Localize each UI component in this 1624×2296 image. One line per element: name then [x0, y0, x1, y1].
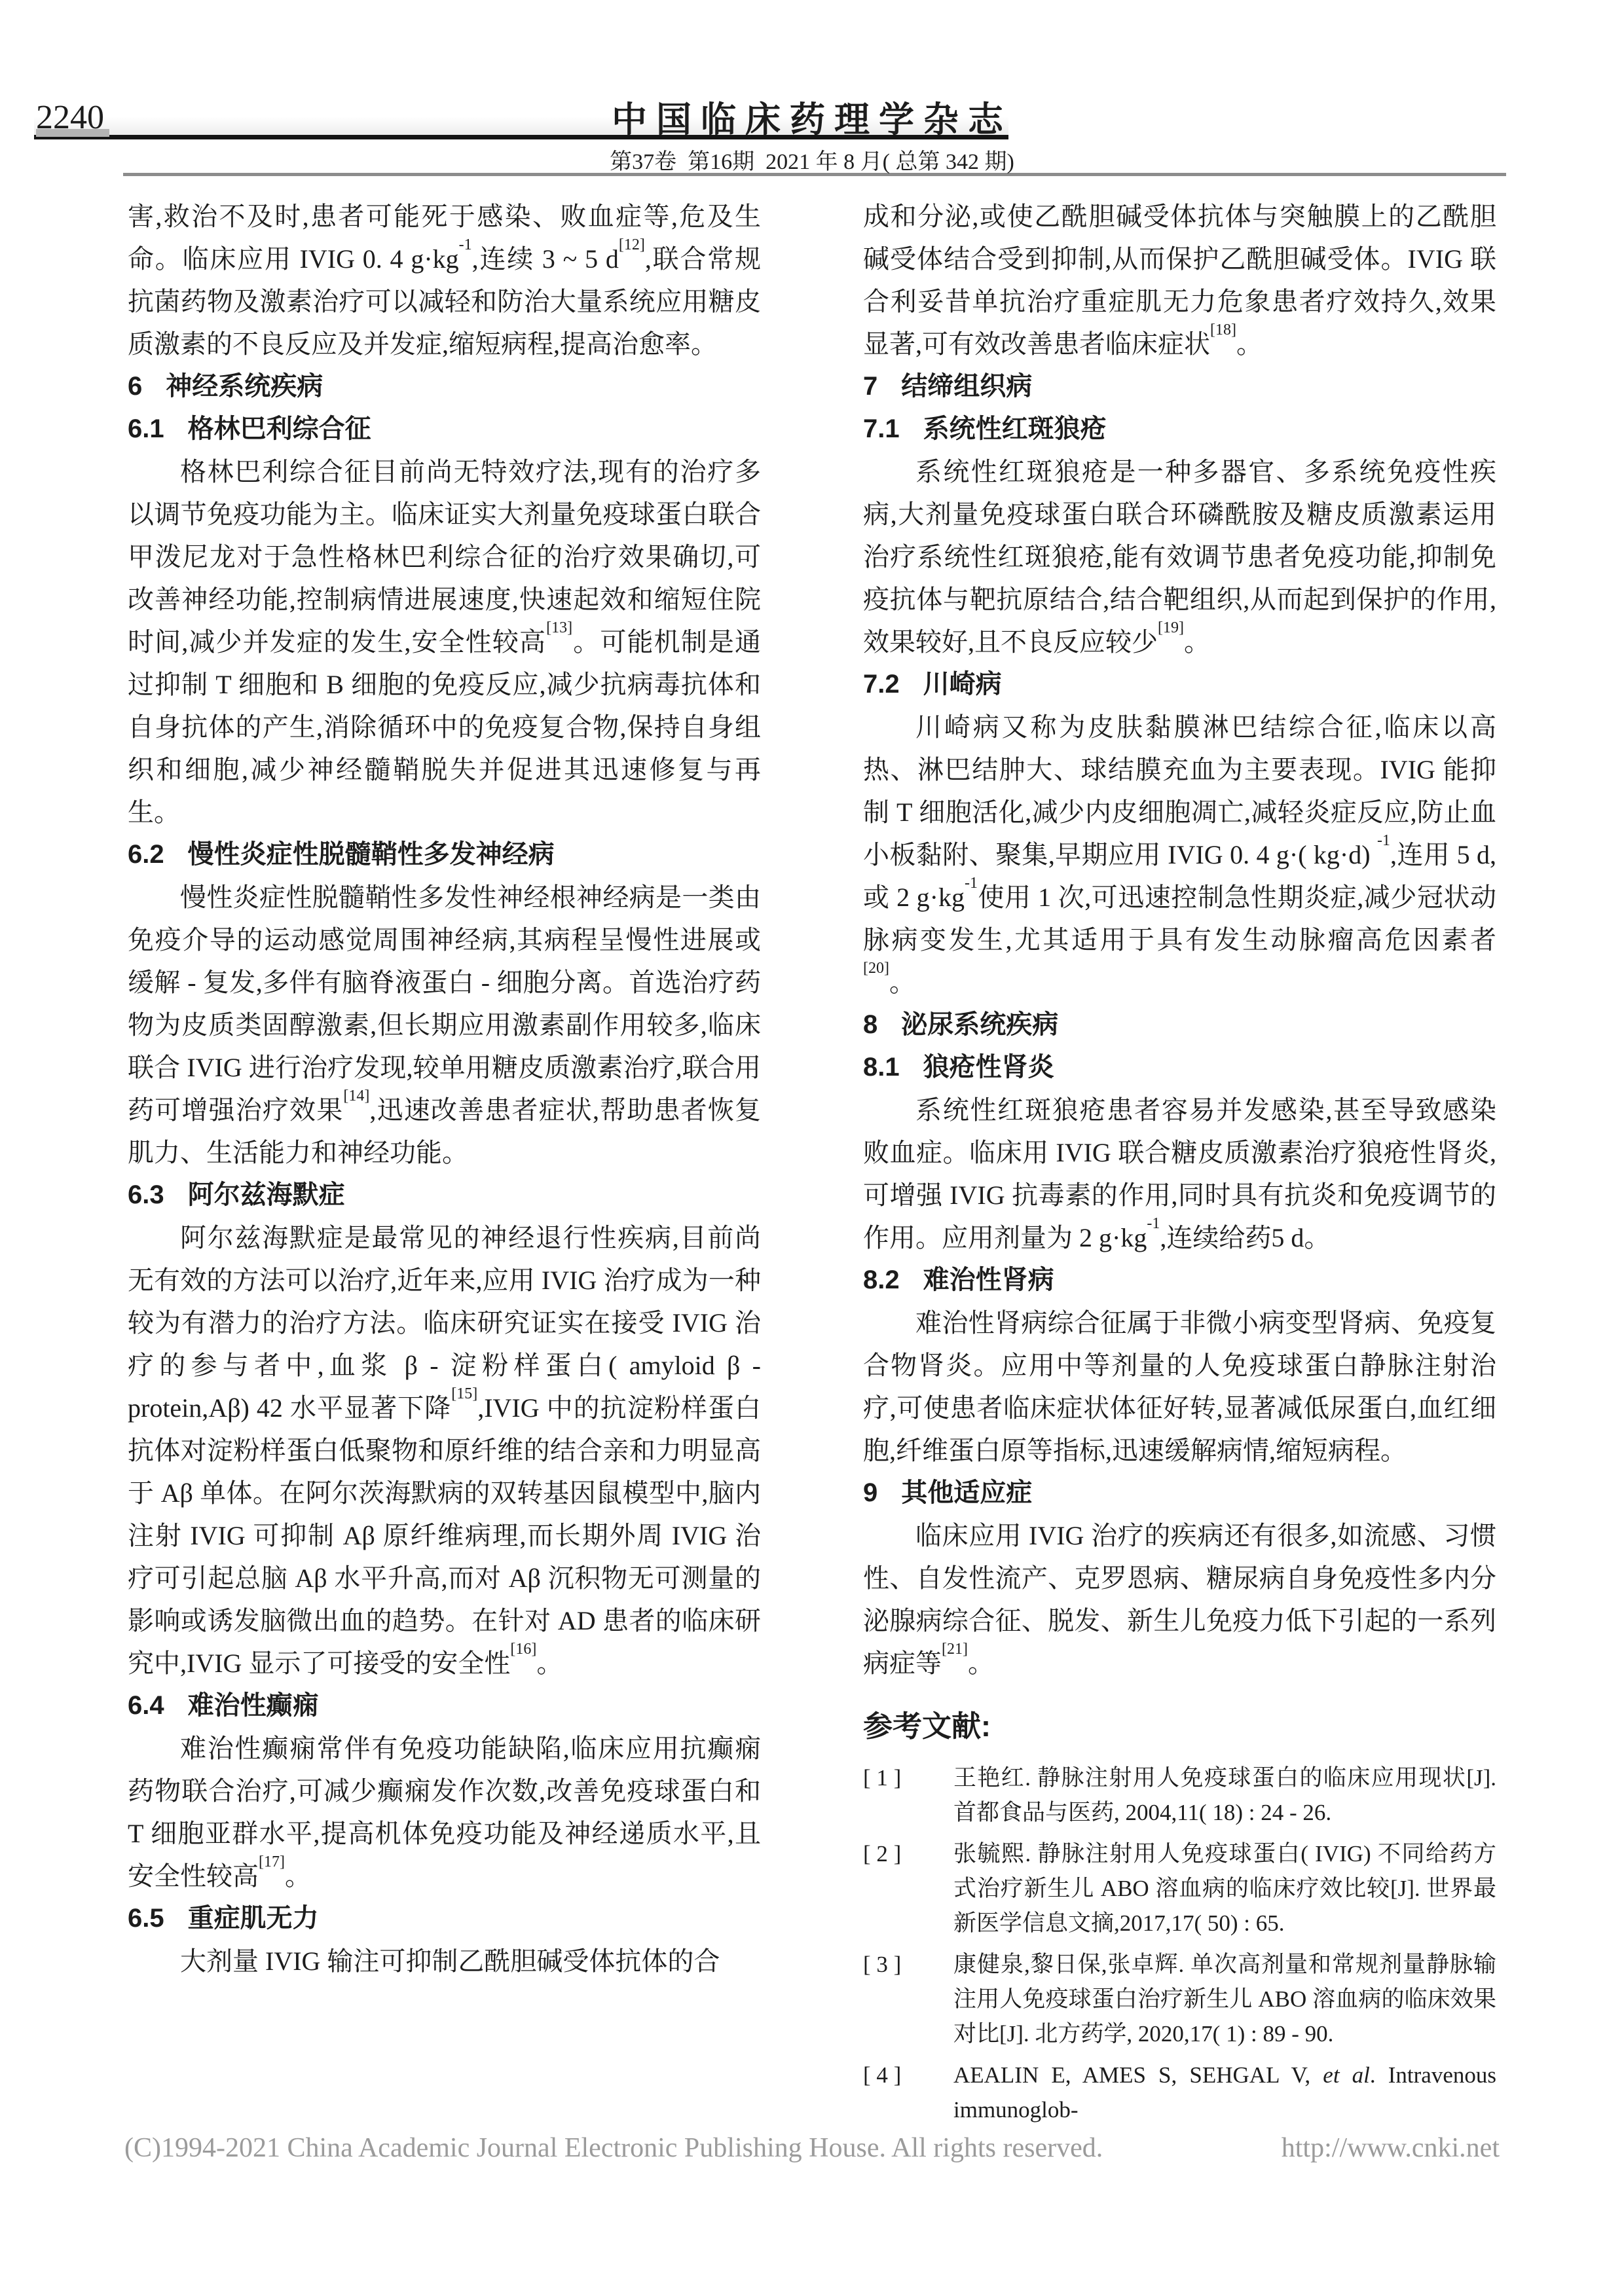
citation-superscript: [21] [942, 1641, 968, 1658]
section-heading [863, 1259, 1496, 1302]
paragraph: 格林巴利综合征目前尚无特效疗法,现有的治疗多以调节免疫功能为主。临床证实大剂量免疫球蛋白联合甲泼尼龙对于急性格林巴利综合征的治疗效果确切,可改善神经功能,控制病情进展速度,快速起效和缩短住院时间,减少并发症的发生,安全性较高[13]。可能机制是通过抑制 T 细胞和 B 细胞的免疫反应,减少抗病毒抗体和自身抗体的产生,消除循环中的免疫复合物,保持自身组织和细胞,减少神经髓鞘脱失并促进其迅速修复与再生。 [128, 457, 762, 827]
citation-superscript: [13] [546, 619, 573, 637]
section-number: 7.2 [863, 670, 900, 699]
section-number: 8.1 [863, 1053, 900, 1082]
section-number: 6.4 [128, 1691, 164, 1720]
section-heading [863, 365, 1496, 408]
section-title: 慢性炎症性脱髓鞘性多发神经病 [187, 840, 555, 869]
journal-title: 中国临床药理学杂志 [612, 100, 1012, 139]
section-heading [128, 408, 761, 450]
paragraph: 临床应用 IVIG 治疗的疾病还有很多,如流感、习惯性、自发性流产、克罗恩病、糖尿病自身免疫性多内分泌腺病综合征、脱发、新生儿免疫力低下引起的一系列病症等[21]。 [863, 1521, 1496, 1678]
reference-number: [ 4 ] [863, 2062, 902, 2088]
reference-item [863, 2058, 1496, 2127]
paragraph: 难治性肾病综合征属于非微小病变型肾病、免疫复合物肾炎。应用中等剂量的人免疫球蛋白静脉注射治疗,可使患者临床症状体征好转,显著减低尿蛋白,血红细胞,纤维蛋白原等指标,迅速缓解病情,缩短病程。 [863, 1308, 1496, 1465]
cnki-url: http://www.cnki.net [1281, 2133, 1500, 2163]
right-column [863, 195, 1496, 2134]
citation-superscript: [15] [451, 1385, 478, 1403]
reference-number: [ 2 ] [863, 1841, 902, 1867]
reference-item [863, 1947, 1496, 2051]
paragraph: 系统性红斑狼疮是一种多器官、多系统免疫性疾病,大剂量免疫球蛋白联合环磷酰胺及糖皮质激素运用治疗系统性红斑狼疮,能有效调节患者免疫功能,抑制免疫抗体与靶抗原结合,结合靶组织,从而起到保护的作用,效果较好,且不良反应较少[19]。 [863, 457, 1496, 657]
section-heading [863, 1472, 1496, 1514]
references-heading: 参考文献: [863, 1709, 991, 1743]
section-number: 6.2 [128, 840, 164, 869]
section-title: 神经系统疾病 [166, 372, 323, 401]
paragraph: 成和分泌,或使乙酰胆碱受体抗体与突触膜上的乙酰胆碱受体结合受到抑制,从而保护乙酰胆碱受体。IVIG 联合利妥昔单抗治疗重症肌无力危象患者疗效持久,效果显著,可有效改善患者临床症状[18]。 [863, 202, 1496, 359]
reference-text: 王艳红. 静脉注射用人免疫球蛋白的临床应用现状[J]. 首都食品与医药, 2004,11( 18) : 24 - 26. [953, 1765, 1496, 1825]
reference-text: 康健泉,黎日保,张卓辉. 单次高剂量和常规剂量静脉输注用人免疫球蛋白治疗新生儿 ABO 溶血病的临床效果对比[J]. 北方药学, 2020,17( 1) : 89 - 90. [953, 1952, 1496, 2047]
section-number: 7 [863, 372, 878, 401]
citation-superscript: -1 [1376, 832, 1390, 850]
section-title: 系统性红斑狼疮 [923, 414, 1107, 443]
article-body [128, 195, 1496, 2134]
paragraph: 害,救治不及时,患者可能死于感染、败血症等,危及生命。临床应用 IVIG 0. 4 g·kg$^{-1}$,连续 3 ~ 5 d[12],联合常规抗菌药物及激素治疗可以减轻和防治大量系统应用糖皮质激素的不良反应及并发症,缩短病程,提高治愈率。 [128, 202, 762, 359]
reference-item [863, 1836, 1496, 1941]
reference-text: AEALIN E, AMES S, SEHGAL V, et al. Intravenous immunoglob- [953, 2062, 1496, 2123]
italic-text: et al [1323, 2062, 1370, 2088]
reference-number: [ 3 ] [863, 1952, 902, 1977]
paragraph: 阿尔兹海默症是最常见的神经退行性疾病,目前尚无有效的方法可以治疗,近年来,应用 IVIG 治疗成为一种较为有潜力的治疗方法。临床研究证实在接受 IVIG 治疗的参与者中,血浆 β - 淀粉样蛋白( amyloid β - protein,Aβ) 42 水平显著下降[15],IVIG 中的抗淀粉样蛋白抗体对淀粉样蛋白低聚物和原纤维的结合亲和力明显高于 Aβ 单体。在阿尔茨海默病的双转基因鼠模型中,脑内注射 IVIG 可抑制 Aβ 原纤维病理,而长期外周 IVIG 治疗可引起总脑 Aβ 水平升高,而对 Aβ 沉积物无可测量的影响或诱发脑微出血的趋势。在针对 AD 患者的临床研究中,IVIG 显示了可接受的安全性[16]。 [128, 1223, 761, 1678]
paragraph: 难治性癫痫常伴有免疫功能缺陷,临床应用抗癫痫药物联合治疗,可减少癫痫发作次数,改善免疫球蛋白和 T 细胞亚群水平,提高机体免疫功能及神经递质水平,且安全性较高[17]。 [128, 1734, 761, 1891]
section-heading [863, 408, 1496, 450]
section-heading [128, 1897, 761, 1940]
citation-superscript: [18] [1210, 321, 1236, 339]
section-heading [863, 1046, 1496, 1089]
section-title: 格林巴利综合征 [187, 414, 371, 443]
citation-superscript: [19] [1158, 619, 1184, 637]
paragraph: 慢性炎症性脱髓鞘性多发性神经根神经病是一类由免疫介导的运动感觉周围神经病,其病程呈慢性进展或缓解 - 复发,多伴有脑脊液蛋白 - 细胞分离。首选治疗药物为皮质类固醇激素,但长期应用激素副作用较多,临床联合 IVIG 进行治疗发现,较单用糖皮质激素治疗,联合用药可增强治疗效果[14],迅速改善患者症状,帮助患者恢复肌力、生活能力和神经功能。 [128, 883, 762, 1167]
page-footer [124, 2132, 1500, 2164]
citation-superscript: [16] [510, 1641, 537, 1658]
reference-text: 张毓熙. 静脉注射用人免疫球蛋白( IVIG) 不同给药方式治疗新生儿 ABO 溶血病的临床疗效比较[J]. 世界最新医学信息文摘,2017,17( 50) : 65. [953, 1841, 1496, 1936]
section-title: 重症肌无力 [187, 1904, 319, 1933]
section-title: 泌尿系统疾病 [901, 1010, 1059, 1039]
paragraph: 川崎病又称为皮肤黏膜淋巴结综合征,临床以高热、淋巴结肿大、球结膜充血为主要表现。IVIG 能抑制 T 细胞活化,减少内皮细胞凋亡,减轻炎症反应,防止血小板黏附、聚集,早期应用 IVIG 0. 4 g·( kg·d) $^{-1}$,连用 5 d,或 2 g·kg$^{-1}$使用 1 次,可迅速控制急性期炎症,减少冠状动脉病变发生,尤其适用于具有发生动脉瘤高危因素者[20]。 [863, 712, 1497, 997]
left-column [128, 195, 761, 2134]
section-title: 狼疮性肾炎 [923, 1053, 1054, 1082]
section-number: 8.2 [863, 1266, 900, 1294]
section-heading [128, 365, 761, 408]
citation-superscript: -1 [1147, 1215, 1160, 1233]
issue-line: 第37卷 第16期 2021 年 8 月( 总第 342 期) [610, 150, 1014, 174]
section-heading [128, 1174, 761, 1216]
section-heading [863, 1004, 1496, 1046]
citation-superscript: [14] [343, 1087, 370, 1105]
citation-superscript: -1 [964, 875, 978, 892]
citation-superscript: [12] [618, 236, 645, 254]
page-number: 2240 [36, 99, 104, 136]
paragraph: 大剂量 IVIG 输注可抑制乙酰胆碱受体抗体的合 [180, 1946, 720, 1976]
citation-superscript: [17] [259, 1853, 285, 1871]
section-title: 川崎病 [923, 670, 1002, 699]
section-heading [128, 1685, 761, 1727]
section-number: 9 [863, 1478, 878, 1507]
citation-superscript: [20] [863, 960, 889, 977]
section-number: 6 [128, 372, 143, 401]
section-title: 阿尔兹海默症 [187, 1180, 345, 1209]
section-title: 其他适应症 [901, 1478, 1033, 1507]
section-title: 难治性肾病 [923, 1266, 1054, 1294]
reference-number: [ 1 ] [863, 1765, 902, 1791]
section-heading [863, 663, 1496, 706]
section-number: 7.1 [863, 414, 900, 443]
section-number: 6.1 [128, 414, 164, 443]
section-title: 难治性癫痫 [187, 1691, 319, 1720]
section-number: 6.3 [128, 1180, 164, 1209]
citation-superscript: -1 [458, 236, 472, 254]
section-heading [128, 833, 761, 876]
section-title: 结缔组织病 [901, 372, 1033, 401]
section-number: 8 [863, 1010, 878, 1039]
reference-item [863, 1760, 1496, 1830]
paragraph: 系统性红斑狼疮患者容易并发感染,甚至导致感染败血症。临床用 IVIG 联合糖皮质激素治疗狼疮性肾炎,可增强 IVIG 抗毒素的作用,同时具有抗炎和免疫调节的作用。应用剂量为 2 g·kg$^{-1}$,连续给药5 d。 [863, 1095, 1496, 1252]
section-number: 6.5 [128, 1904, 164, 1933]
copyright-text: (C)1994-2021 China Academic Journal Electronic Publishing House. All rights reserved. [124, 2133, 1103, 2163]
